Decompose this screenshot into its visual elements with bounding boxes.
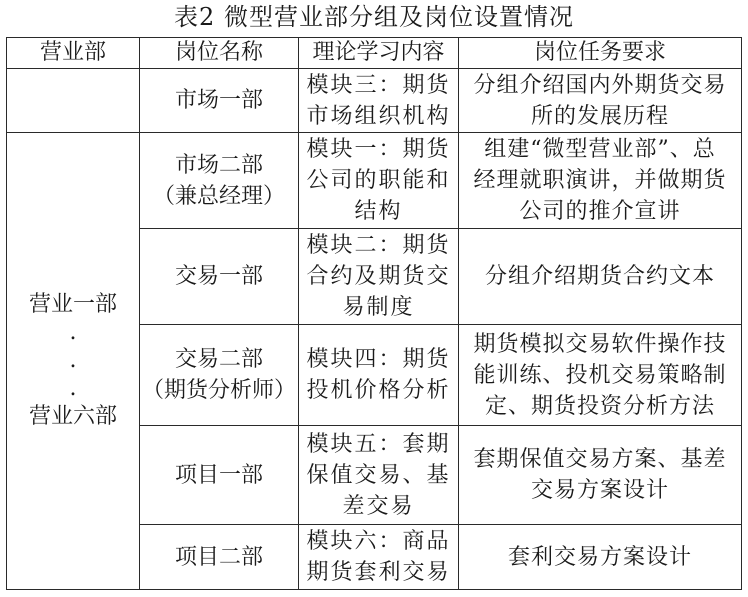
content-cell: 模块三：期货 市场组织机构 bbox=[299, 69, 459, 133]
ellipsis-dot: . bbox=[69, 320, 77, 345]
header-position: 岗位名称 bbox=[140, 38, 299, 69]
position-cell: 市场一部 bbox=[140, 69, 299, 133]
table-row bbox=[7, 69, 742, 133]
content-cell: 模块二：期货 合约及期货交 易制度 bbox=[299, 229, 459, 325]
table-row bbox=[7, 133, 742, 229]
position-cell: 项目二部 bbox=[140, 525, 299, 590]
table-title: 表2 微型营业部分组及岗位设置情况 bbox=[174, 3, 574, 31]
position-cell: 交易二部 （期货分析师） bbox=[140, 325, 299, 426]
task-cell: 分组介绍期货合约文本 bbox=[459, 229, 742, 325]
task-cell: 套期保值交易方案、基差 交易方案设计 bbox=[459, 426, 742, 525]
content-cell: 模块四：期货 投机价格分析 bbox=[299, 325, 459, 426]
position-table bbox=[6, 37, 742, 590]
content-cell: 模块五：套期 保值交易、基 差交易 bbox=[299, 426, 459, 525]
position-cell: 市场二部 （兼总经理） bbox=[140, 133, 299, 229]
content-cell: 模块一：期货 公司的职能和 结构 bbox=[299, 133, 459, 229]
task-cell: 期货模拟交易软件操作技 能训练、投机交易策略制 定、期货投资分析方法 bbox=[459, 325, 742, 426]
header-department: 营业部 bbox=[7, 38, 140, 69]
department-cell-empty bbox=[7, 69, 140, 133]
task-cell: 套利交易方案设计 bbox=[459, 525, 742, 590]
ellipsis-dot: . bbox=[69, 348, 77, 373]
header-row bbox=[7, 38, 742, 69]
content-cell: 模块六：商品 期货套利交易 bbox=[299, 525, 459, 590]
department-group-cell bbox=[7, 133, 140, 590]
position-cell: 交易一部 bbox=[140, 229, 299, 325]
position-cell: 项目一部 bbox=[140, 426, 299, 525]
task-cell: 分组介绍国内外期货交易 所的发展历程 bbox=[459, 69, 742, 133]
department-last: 营业六部 bbox=[28, 404, 117, 429]
department-first: 营业一部 bbox=[28, 292, 117, 317]
task-cell: 组建“微型营业部”、总 经理就职演讲，并做期货 公司的推介宣讲 bbox=[459, 133, 742, 229]
header-content: 理论学习内容 bbox=[299, 38, 459, 69]
ellipsis-dot: . bbox=[69, 376, 77, 401]
header-task: 岗位任务要求 bbox=[459, 38, 742, 69]
